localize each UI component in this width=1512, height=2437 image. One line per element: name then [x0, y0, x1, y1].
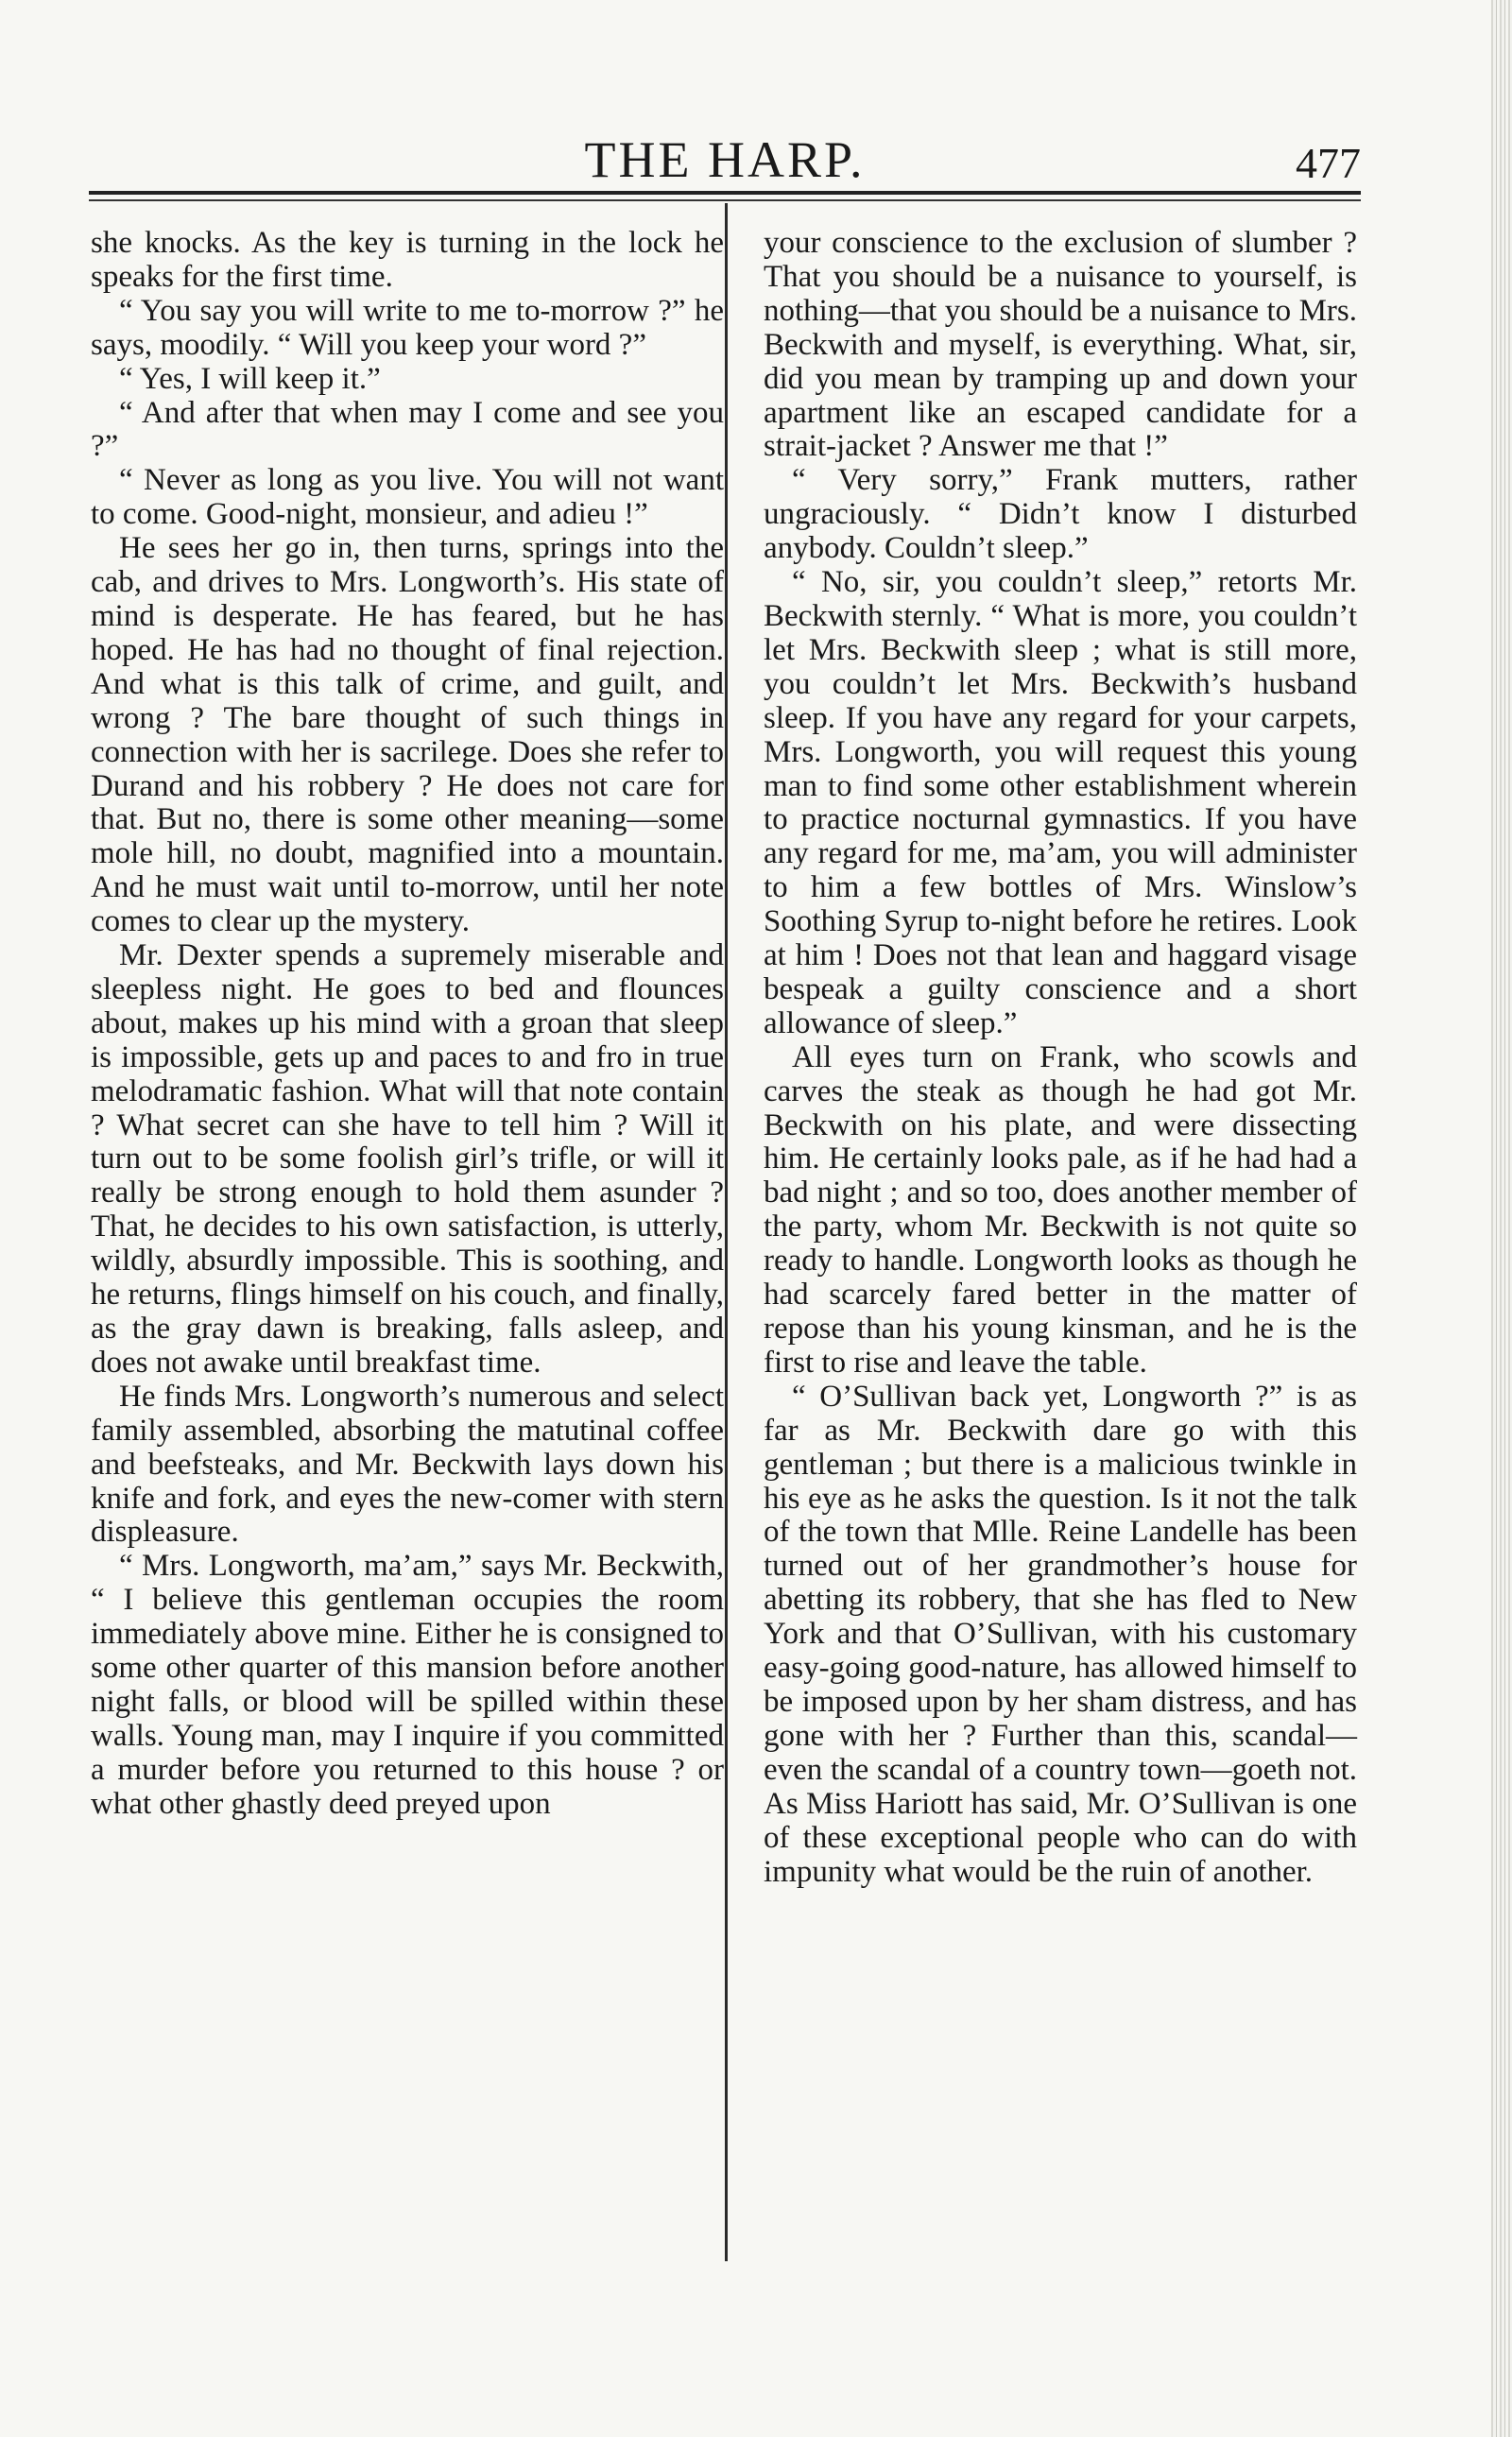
- paragraph: “ Mrs. Longworth, ma’am,” says Mr. Beckwith, “ I believe this gentleman occupies the room immediately above mine. Either he is consigned to some other quarter of this mansion before another night falls, or blood will be spilled within these walls. Young man, may I inquire if you committed a murder before you returned to this house ? or what other ghastly deed preyed upon: [91, 1549, 724, 1821]
- paragraph: “ You say you will write to me to-morrow ?” he says, moodily. “ Will you keep your word ?”: [91, 293, 724, 362]
- paragraph: “ Yes, I will keep it.”: [119, 361, 381, 396]
- right-column: [764, 227, 1357, 1889]
- paragraph: “ Very sorry,” Frank mutters, rather ungraciously. “ Didn’t know I disturbed anybody. Couldn’t sleep.”: [764, 463, 1357, 566]
- paragraph: “ And after that when may I come and see you ?”: [91, 395, 724, 464]
- page-number: 477: [1296, 139, 1361, 187]
- paragraph: “ No, sir, you couldn’t sleep,” retorts Mr. Beckwith sternly. “ What is more, you couldn’t let Mrs. Beckwith sleep ; what is still more, you couldn’t let Mrs. Beckwith’s husband sleep. If you have any regard for your carpets, Mrs. Longworth, you will request this young man to find some other establishment wherein to practice nocturnal gymnastics. If you have any regard for me, ma’am, you will administer to him a few bottles of Mrs. Winslow’s Soothing Syrup to-night before he retires. Look at him ! Does not that lean and haggard visage bespeak a guilty conscience and a short allowance of sleep.”: [764, 565, 1357, 1040]
- running-title: THE HARP.: [584, 131, 866, 188]
- paragraph: Mr. Dexter spends a supremely miserable and sleepless night. He goes to bed and flounces about, makes up his mind with a groan that sleep is impossible, gets up and paces to and fro in true melodramatic fashion. What will that note contain ? What secret can she have to tell him ? Will it turn out to be some foolish girl’s trifle, or will it really be strong enough to hold them asunder ? That, he decides to his own satisfaction, is utterly, wildly, absurdly impossible. This is soothing, and he returns, flings himself on his couch, and finally, as the gray dawn is breaking, falls asleep, and does not awake until breakfast time.: [91, 938, 724, 1380]
- header-rule-thin: [89, 199, 1361, 201]
- paragraph: He sees her go in, then turns, springs into the cab, and drives to Mrs. Longworth’s. His state of mind is desperate. He has feared, but he has hoped. He has had no thought of final rejection. And what is this talk of crime, and guilt, and wrong ? The bare thought of such things in connection with her is sacrilege. Does she refer to Durand and his robbery ? He does not care for that. But no, there is some other meaning—some mole hill, no doubt, magnified into a mountain. And he must wait until to-morrow, until her note comes to clear up the mystery.: [91, 531, 724, 939]
- paragraph: your conscience to the exclusion of slumber ? That you should be a nuisance to yourself, is nothing—that you should be a nuisance to Mrs. Beckwith and myself, is everything. What, sir, did you mean by tramping up and down your apartment like an escaped candidate for a strait-jacket ? Answer me that !”: [764, 226, 1357, 464]
- page-spine-edge: [1491, 0, 1512, 2437]
- column-divider: [725, 203, 728, 2261]
- paragraph: “ O’Sullivan back yet, Longworth ?” is as far as Mr. Beckwith dare go with this gentleman ; but there is a malicious twinkle in his eye as he asks the question. Is it not the talk of the town that Mlle. Reine Landelle has been turned out of her grandmother’s house for abetting its robbery, that she has fled to New York and that O’Sullivan, with his customary easy-going good-nature, has allowed himself to be imposed upon by her sham distress, and has gone with her ? Further than this, scandal—even the scandal of a country town—goeth not. As Miss Hariott has said, Mr. O’Sullivan is one of these exceptional people who can do with impunity what would be the ruin of another.: [764, 1379, 1357, 1889]
- header-rule-thick: [89, 191, 1361, 195]
- paragraph: “ Never as long as you live. You will not want to come. Good-night, monsieur, and adieu !”: [91, 463, 724, 532]
- paragraph: she knocks. As the key is turning in the lock he speaks for the first time.: [91, 226, 724, 294]
- paragraph: He finds Mrs. Longworth’s numerous and select family assembled, absorbing the matutinal coffee and beefsteaks, and Mr. Beckwith lays down his knife and fork, and eyes the new-comer with stern displeasure.: [91, 1379, 724, 1550]
- paragraph: All eyes turn on Frank, who scowls and carves the steak as though he had got Mr. Beckwith on his plate, and were dissecting him. He certainly looks pale, as if he had had a bad night ; and so too, does another member of the party, whom Mr. Beckwith is not quite so ready to handle. Longworth looks as though he had scarcely fared better in the matter of repose than his young kinsman, and he is the first to rise and leave the table.: [764, 1039, 1357, 1380]
- left-column: [91, 227, 724, 1822]
- running-header: [89, 130, 1361, 198]
